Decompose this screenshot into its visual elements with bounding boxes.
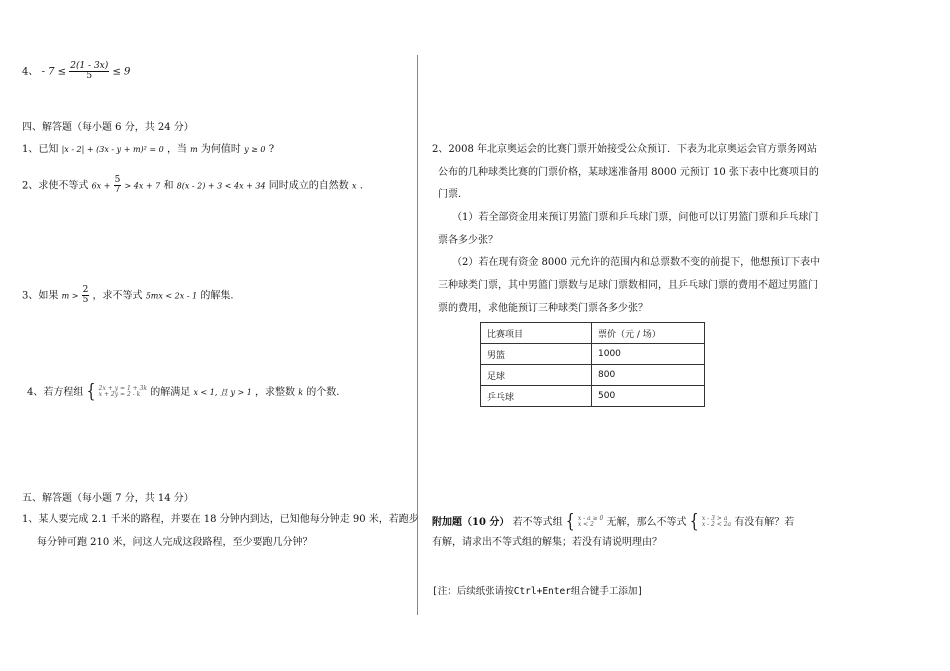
fraction xyxy=(82,286,90,306)
bonus-title: 附加题（10 分） xyxy=(432,516,510,528)
table-row xyxy=(481,344,705,365)
variable-x: x xyxy=(351,181,357,191)
table-cell: 800 xyxy=(592,365,705,386)
expression: m > xyxy=(61,291,79,301)
system-brace: { xyxy=(689,511,699,533)
fraction xyxy=(69,62,109,82)
table-header-row xyxy=(481,323,705,344)
table-cell: 足球 xyxy=(481,365,592,386)
expression: 8(x - 2) + 3 < 4x + 34 xyxy=(176,181,266,191)
section-5-title: 五、解答题（每小题 7 分，共 14 分） xyxy=(22,493,194,504)
question-text: 为何值时 xyxy=(200,144,241,155)
question-text: ，求整数 xyxy=(255,386,296,398)
inequality-system-2 xyxy=(702,516,731,528)
system-brace: { xyxy=(86,381,96,403)
inequality-2: x - 2 < 2a xyxy=(701,521,732,529)
equation: |x - 2| + (3x - y + m)² = 0 xyxy=(61,145,164,154)
inequality-right: ≤ 9 xyxy=(112,66,131,78)
question-text: ，当 xyxy=(166,144,187,155)
fraction-denominator: 5 xyxy=(86,71,93,82)
question-text: 4、若方程组 xyxy=(27,386,84,398)
inequality: 5mx < 2x - 1 xyxy=(145,291,198,301)
equation-2: x + 2y = 2 - k xyxy=(98,391,141,399)
section-4-question-3 xyxy=(22,286,234,306)
question-text: 的解集. xyxy=(200,290,234,302)
fraction-numerator: 5 xyxy=(114,175,121,185)
bonus-question-line-1 xyxy=(432,511,795,533)
question-text: 有没有解？若 xyxy=(734,516,795,528)
variable-k: k xyxy=(298,387,304,397)
question-text: 无解，那么不等式 xyxy=(606,516,687,528)
question-2-part-2-line-1: （2）若在现有资金 8000 元允许的范围内和总票数不变的前提下，他想预订下表中 xyxy=(452,257,821,268)
table-header: 比赛项目 xyxy=(481,323,592,344)
question-2-line-2: 公布的几种球类比赛的门票价格，某球迷准备用 8000 元预订 10 张下表中比赛项目的 xyxy=(438,167,819,178)
question-text: 同时成立的自然数 xyxy=(268,180,349,192)
table-cell: 500 xyxy=(592,386,705,407)
question-text: ，求不等式 xyxy=(92,290,143,302)
question-2-part-1-line-1: （1）若全部资金用来预订男篮门票和乒乓球门票，问他可以订男篮门票和乒乓球门 xyxy=(452,212,819,223)
table-row xyxy=(481,365,705,386)
ticket-price-table xyxy=(480,322,705,407)
inequality-left: - 7 ≤ xyxy=(41,66,67,78)
question-text: 的个数. xyxy=(306,386,340,398)
question-text: 1、已知 xyxy=(22,144,59,155)
table-row xyxy=(481,386,705,407)
fraction xyxy=(114,176,122,196)
question-4-inequality xyxy=(22,62,130,82)
section-4-question-2 xyxy=(22,176,363,196)
question-2-part-2-line-2: 三种球类门票，其中男篮门票数与足球门票数相同，且乒乓球门票的费用不超过男篮门 xyxy=(438,280,818,291)
table-cell: 乒乓球 xyxy=(481,386,592,407)
table-header: 票价（元 / 场） xyxy=(592,323,705,344)
question-text: 若不等式组 xyxy=(512,516,563,528)
inequality-2: x < 2 xyxy=(577,521,594,529)
section-4-question-4 xyxy=(27,381,340,403)
inequality-system-1 xyxy=(578,516,603,528)
question-2-part-2-line-3: 票的费用，求他能预订三种球类门票各多少张？ xyxy=(438,303,648,314)
system-brace: { xyxy=(565,511,575,533)
equation-1: 2x + y = 1 + 3k xyxy=(98,385,148,393)
variable-m: m xyxy=(190,145,198,154)
question-2-line-1: 2、2008 年北京奥运会的比赛门票开始接受公众预订．下表为北京奥运会官方票务网站 xyxy=(432,144,817,155)
question-text: 3、如果 xyxy=(22,290,59,302)
question-text: ? xyxy=(268,144,275,155)
question-text: 2、求使不等式 xyxy=(22,180,89,192)
condition: x < 1, 且 y > 1 xyxy=(193,387,252,397)
question-number: 4、 xyxy=(22,66,39,78)
question-2-part-1-line-2: 票各多少张？ xyxy=(438,235,498,246)
fraction-numerator: 2(1 - 3x) xyxy=(70,61,109,71)
section-5-question-1-line-2: 每分钟可跑 210 米，问这人完成这段路程，至少要跑几分钟？ xyxy=(37,537,313,548)
fraction-denominator: 5 xyxy=(82,295,89,306)
question-2-line-3: 门票． xyxy=(438,189,468,200)
expression: 6x + xyxy=(91,181,111,191)
condition: y ≥ 0 xyxy=(244,145,266,154)
inequality-1: x - a ≥ 0 xyxy=(577,515,604,523)
table-cell: 男篮 xyxy=(481,344,592,365)
question-text: . xyxy=(359,180,363,192)
column-divider xyxy=(417,55,418,615)
footer-note: [注：后续纸张请按Ctrl+Enter组合键手工添加] xyxy=(432,586,644,597)
question-text: 的解满足 xyxy=(150,386,191,398)
expression: > 4x + 7 xyxy=(124,181,161,191)
section-5-question-1-line-1: 1、某人要完成 2.1 千米的路程，并要在 18 分钟内到达，已知他每分钟走 90 米，若跑步 xyxy=(22,514,419,525)
inequality-1: x - 3 > a xyxy=(701,515,728,523)
fraction-numerator: 2 xyxy=(82,285,89,295)
table-cell: 1000 xyxy=(592,344,705,365)
equation-system xyxy=(99,386,147,398)
section-4-question-1 xyxy=(22,144,274,156)
bonus-question-line-2: 有解，请求出不等式组的解集；若没有请说明理由？ xyxy=(432,537,662,548)
question-text: 和 xyxy=(163,180,174,192)
fraction-denominator: 7 xyxy=(114,185,121,196)
section-4-title: 四、解答题（每小题 6 分，共 24 分） xyxy=(22,122,194,133)
